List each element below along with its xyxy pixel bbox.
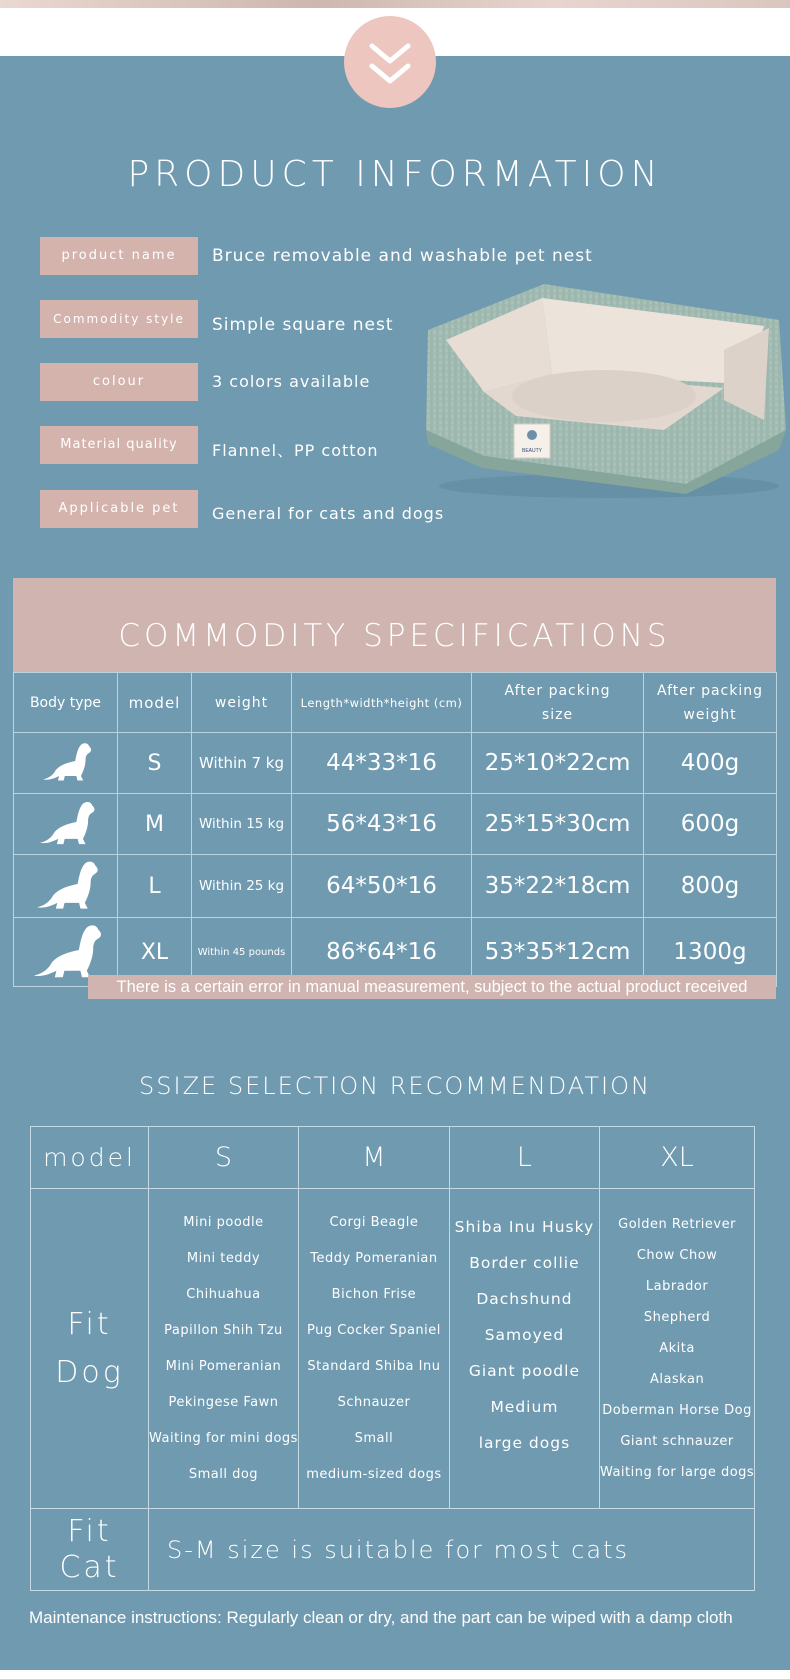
spec-dimensions: 56*43*16	[292, 794, 472, 855]
dog-breed: Shepherd	[643, 1310, 711, 1325]
spec-pack-size: 25*10*22cm	[472, 733, 644, 794]
info-value-applicable-pet: General for cats and dogs	[212, 504, 445, 523]
fit-dog-label: Fit Dog	[31, 1189, 149, 1509]
dog-breed: Waiting for mini dogs	[149, 1430, 298, 1446]
dog-list-s	[149, 1189, 299, 1509]
info-value-colour: 3 colors available	[212, 372, 371, 391]
dog-breed: Waiting for large dogs	[599, 1465, 755, 1480]
fit-dog-row	[31, 1189, 755, 1509]
size-header-m: M	[298, 1127, 449, 1189]
spec-pack-weight: 600g	[644, 794, 777, 855]
fit-cat-label: Fit Cat	[31, 1509, 149, 1591]
dog-breed: Papillon Shih Tzu	[164, 1322, 283, 1338]
spec-weight: Within 25 kg	[192, 855, 292, 918]
dog-breed: Teddy Pomeranian	[310, 1250, 438, 1266]
commodity-specifications-title: COMMODITY SPECIFICATIONS	[118, 618, 671, 654]
dog-list-l	[449, 1189, 599, 1509]
pet-bed-image	[424, 280, 790, 504]
spec-row-m	[14, 794, 777, 855]
size-header-row	[31, 1127, 755, 1189]
spec-model: L	[118, 855, 192, 918]
dog-breed: Medium	[490, 1398, 559, 1416]
spec-header-weight: weight	[192, 673, 292, 733]
dog-list-xl	[599, 1189, 754, 1509]
spec-header-dimensions: Length*width*height (cm)	[292, 673, 472, 733]
dog-breed: Golden Retriever	[618, 1217, 736, 1232]
spec-header-row	[14, 673, 777, 733]
dog-breed: Chow Chow	[636, 1248, 718, 1263]
info-label-applicable-pet: Applicable pet	[40, 490, 198, 528]
info-label-material-quality: Material quality	[40, 426, 198, 464]
spec-header-body-type: Body type	[14, 673, 118, 733]
size-header-xl: XL	[599, 1127, 754, 1189]
dog-breed: Shiba Inu Husky	[454, 1218, 595, 1236]
fit-cat-text: S-M size is suitable for most cats	[149, 1509, 755, 1591]
spec-pack-size: 25*15*30cm	[472, 794, 644, 855]
dog-breed: Giant schnauzer	[620, 1434, 734, 1449]
measurement-note: There is a certain error in manual measurement, subject to the actual product received	[88, 975, 776, 999]
spec-model: M	[118, 794, 192, 855]
bed-tag-text: BEAUTY	[521, 448, 543, 454]
spec-pack-size: 53*35*12cm	[472, 918, 644, 987]
dog-silhouette-icon	[14, 794, 118, 855]
spec-header-pack-weight: After packing weight	[644, 673, 777, 733]
dog-breed: Bichon Frise	[331, 1286, 417, 1302]
dog-breed: large dogs	[478, 1434, 571, 1452]
size-header-model: model	[31, 1127, 149, 1189]
spec-row-l	[14, 855, 777, 918]
dog-breed: Mini teddy	[186, 1250, 261, 1266]
spec-dimensions: 44*33*16	[292, 733, 472, 794]
info-label-product-name: product name	[40, 237, 198, 275]
spec-weight: Within 7 kg	[192, 733, 292, 794]
spec-pack-weight: 800g	[644, 855, 777, 918]
dog-breed: Labrador	[645, 1279, 709, 1294]
dog-breed: Mini poodle	[183, 1214, 264, 1230]
dog-breed: Standard Shiba Inu	[307, 1358, 441, 1374]
dog-breed: Small	[354, 1430, 394, 1446]
dog-breed: Mini Pomeranian	[165, 1358, 282, 1374]
fit-cat-row	[31, 1509, 755, 1591]
info-label-colour: colour	[40, 363, 198, 401]
dog-breed: Schnauzer	[337, 1394, 411, 1410]
product-information-title: PRODUCT INFORMATION	[127, 154, 663, 195]
maintenance-instructions: Maintenance instructions: Regularly clean or dry, and the part can be wiped with a damp cloth	[29, 1608, 733, 1627]
spec-weight: Within 15 kg	[192, 794, 292, 855]
specifications-table	[13, 672, 777, 987]
size-selection-title: SSIZE SELECTION RECOMMENDATION	[139, 1072, 651, 1100]
spec-pack-size: 35*22*18cm	[472, 855, 644, 918]
commodity-specifications-header	[13, 578, 776, 672]
double-chevron-down-icon	[344, 16, 436, 108]
dog-breed: Alaskan	[649, 1372, 705, 1387]
spec-row-s	[14, 733, 777, 794]
dog-breed: Pug Cocker Spaniel	[306, 1322, 441, 1338]
size-header-l: L	[449, 1127, 599, 1189]
top-banner-strip	[0, 0, 790, 8]
scroll-down-badge[interactable]	[344, 16, 436, 108]
size-selection-table	[30, 1126, 755, 1591]
info-label-commodity-style: Commodity style	[40, 300, 198, 338]
dog-breed: Chihuahua	[186, 1286, 261, 1302]
spec-header-pack-size: After packing size	[472, 673, 644, 733]
dog-list-m	[298, 1189, 449, 1509]
dog-breed: Pekingese Fawn	[168, 1394, 279, 1410]
dog-breed: Doberman Horse Dog	[602, 1403, 752, 1418]
spec-model: XL	[118, 918, 192, 987]
spec-model: S	[118, 733, 192, 794]
dog-silhouette-icon	[14, 855, 118, 918]
dog-breed: Small dog	[188, 1466, 259, 1482]
spec-pack-weight: 1300g	[644, 918, 777, 987]
dog-breed: Corgi Beagle	[329, 1214, 419, 1230]
info-value-material-quality: Flannel、PP cotton	[212, 441, 379, 460]
info-value-product-name: Bruce removable and washable pet nest	[212, 246, 593, 266]
info-value-commodity-style: Simple square nest	[212, 315, 394, 335]
spec-header-model: model	[118, 673, 192, 733]
dog-breed: Border collie	[469, 1254, 580, 1272]
dog-breed: Giant poodle	[468, 1362, 580, 1380]
spec-weight: Within 45 pounds	[192, 918, 292, 987]
spec-pack-weight: 400g	[644, 733, 777, 794]
dog-breed: Akita	[659, 1341, 695, 1356]
dog-breed: Dachshund	[476, 1290, 573, 1308]
size-header-s: S	[149, 1127, 299, 1189]
dog-breed: medium-sized dogs	[306, 1466, 442, 1482]
spec-dimensions: 64*50*16	[292, 855, 472, 918]
dog-breed: Samoyed	[484, 1326, 565, 1344]
spec-dimensions: 86*64*16	[292, 918, 472, 987]
dog-silhouette-icon	[14, 733, 118, 794]
